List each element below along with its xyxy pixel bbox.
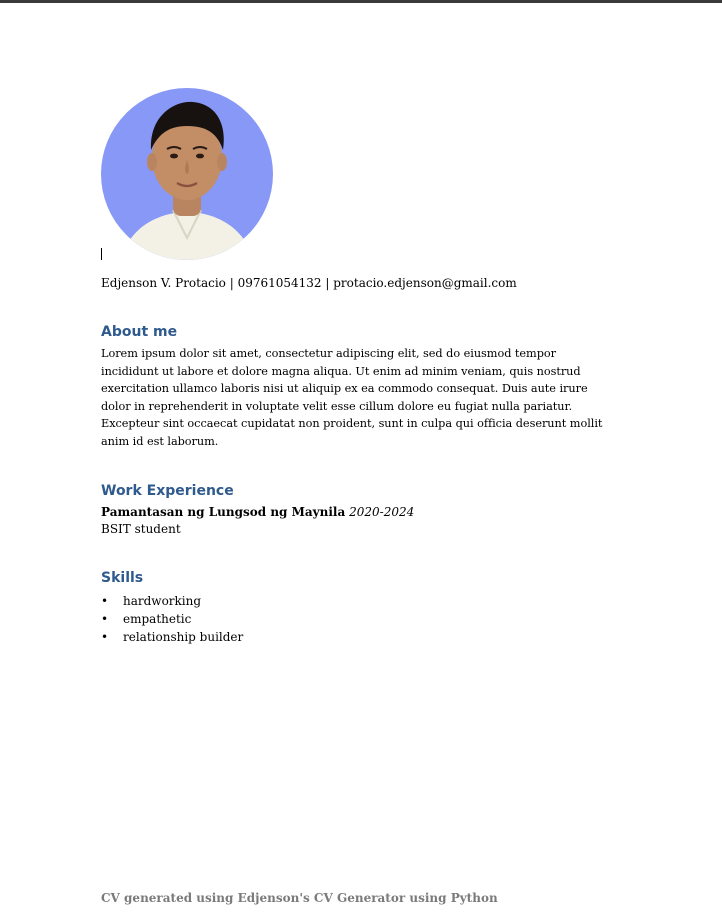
profile-photo-illustration	[101, 88, 273, 260]
bullet-icon: •	[101, 612, 109, 626]
footer-note: CV generated using Edjenson's CV Generator using Python	[101, 891, 498, 905]
about-heading: About me	[101, 324, 178, 340]
contact-line: Edjenson V. Protacio | 09761054132 | protacio.edjenson@gmail.com	[101, 276, 517, 290]
text-cursor	[101, 248, 102, 260]
job-years: 2020-2024	[349, 505, 415, 519]
skill-item	[101, 610, 243, 628]
skills-list	[101, 592, 243, 646]
skill-label: empathetic	[123, 612, 192, 626]
job-entry	[101, 504, 414, 520]
job-role: BSIT student	[101, 522, 181, 536]
window-top-border	[0, 0, 722, 3]
work-heading: Work Experience	[101, 483, 234, 499]
skill-item	[101, 592, 243, 610]
skill-label: hardworking	[123, 594, 202, 608]
skill-label: relationship builder	[123, 630, 244, 644]
bullet-icon: •	[101, 594, 109, 608]
job-organization: Pamantasan ng Lungsod ng Maynila	[101, 505, 346, 519]
about-text: Lorem ipsum dolor sit amet, consectetur adipiscing elit, sed do eiusmod tempor incididunt ut labore et dolore magna aliqua. Ut enim ad minim veniam, quis nostrud exercitation ullamco laboris nisi ut aliquip ex ea commodo consequat. Duis aute irure dolor in reprehenderit in voluptate velit esse cillum dolore eu fugiat nulla pariatur. Excepteur sint occaecat cupidatat non proident, sunt in culpa qui officia deserunt mollit anim id est laborum.	[101, 347, 603, 448]
skill-item	[101, 628, 243, 646]
skills-heading: Skills	[101, 570, 144, 586]
profile-photo	[101, 88, 273, 260]
bullet-icon: •	[101, 630, 109, 644]
